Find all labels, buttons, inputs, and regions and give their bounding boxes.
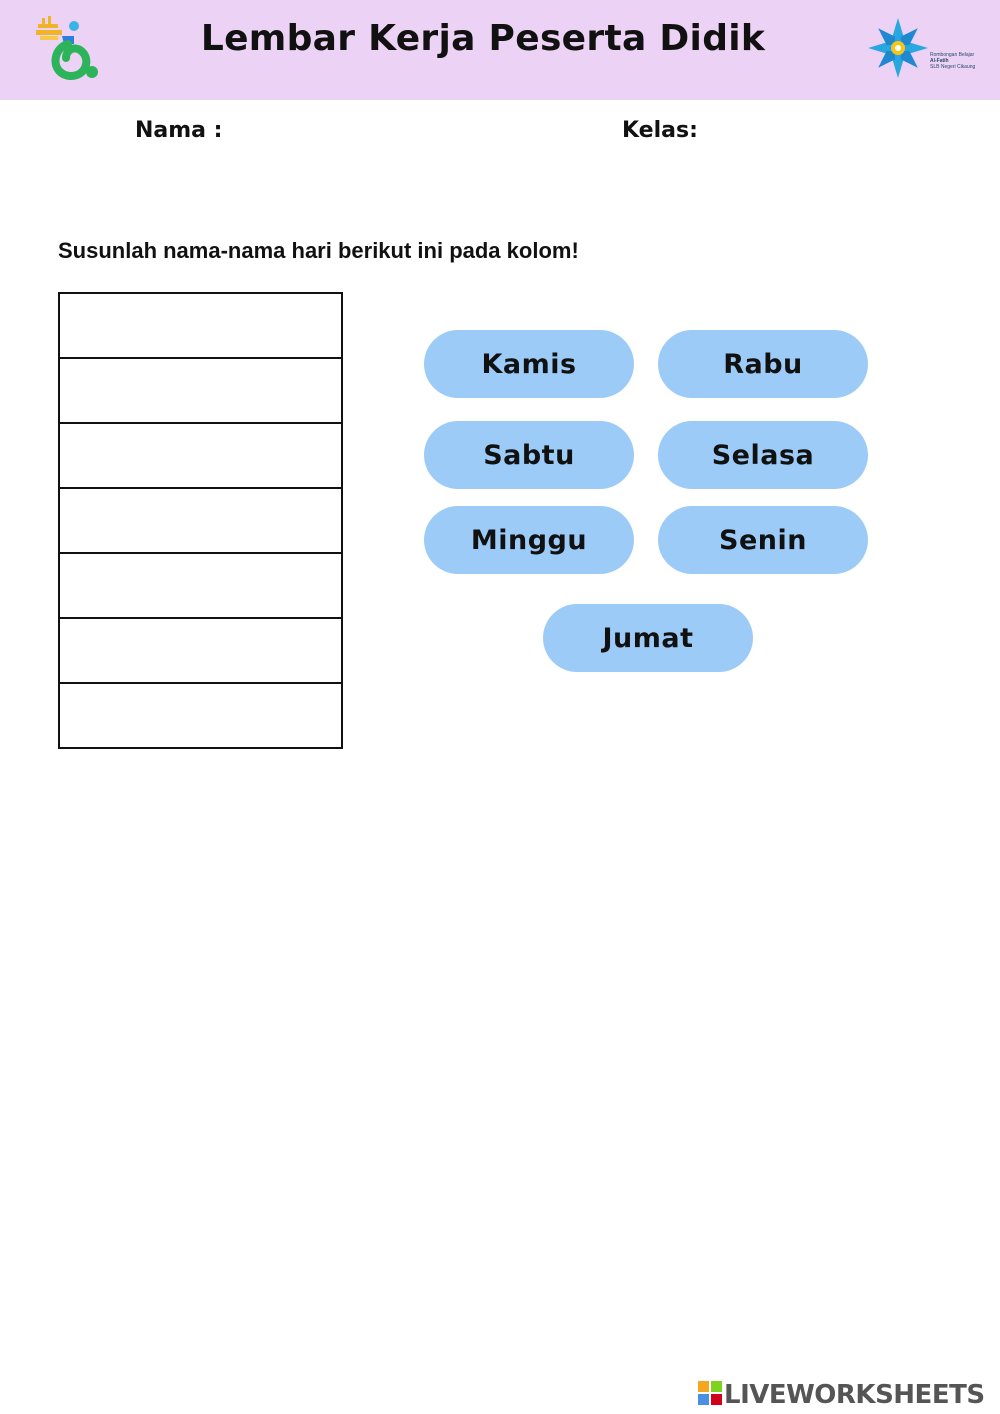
- word-option-rabu[interactable]: Rabu: [658, 330, 868, 398]
- answer-slot-6[interactable]: [60, 619, 341, 684]
- answer-slot-4[interactable]: [60, 489, 341, 554]
- word-option-jumat[interactable]: Jumat: [543, 604, 753, 672]
- answer-column: [58, 292, 343, 749]
- answer-slot-7[interactable]: [60, 684, 341, 747]
- logo-right-caption: Rombongan Belajar Al-Fatih SLB Negeri Cikaung: [930, 52, 976, 70]
- name-field-label: Nama :: [135, 118, 223, 143]
- word-option-selasa[interactable]: Selasa: [658, 421, 868, 489]
- header-bar: [0, 0, 1000, 100]
- class-field-label: Kelas:: [622, 118, 698, 143]
- answer-slot-1[interactable]: [60, 294, 341, 359]
- word-option-sabtu[interactable]: Sabtu: [424, 421, 634, 489]
- answer-slot-5[interactable]: [60, 554, 341, 619]
- word-option-minggu[interactable]: Minggu: [424, 506, 634, 574]
- star-flower-logo-icon: [866, 12, 986, 84]
- footer-brand-text: LIVEWORKSHEETS: [724, 1380, 985, 1410]
- instruction-text: Susunlah nama-nama hari berikut ini pada kolom!: [58, 238, 579, 263]
- liveworksheets-brand[interactable]: [698, 1378, 985, 1412]
- word-option-kamis[interactable]: Kamis: [424, 330, 634, 398]
- page-title: Lembar Kerja Peserta Didik: [200, 18, 766, 59]
- answer-slot-3[interactable]: [60, 424, 341, 489]
- answer-slot-2[interactable]: [60, 359, 341, 424]
- liveworksheets-logo-icon: [698, 1381, 722, 1410]
- word-option-senin[interactable]: Senin: [658, 506, 868, 574]
